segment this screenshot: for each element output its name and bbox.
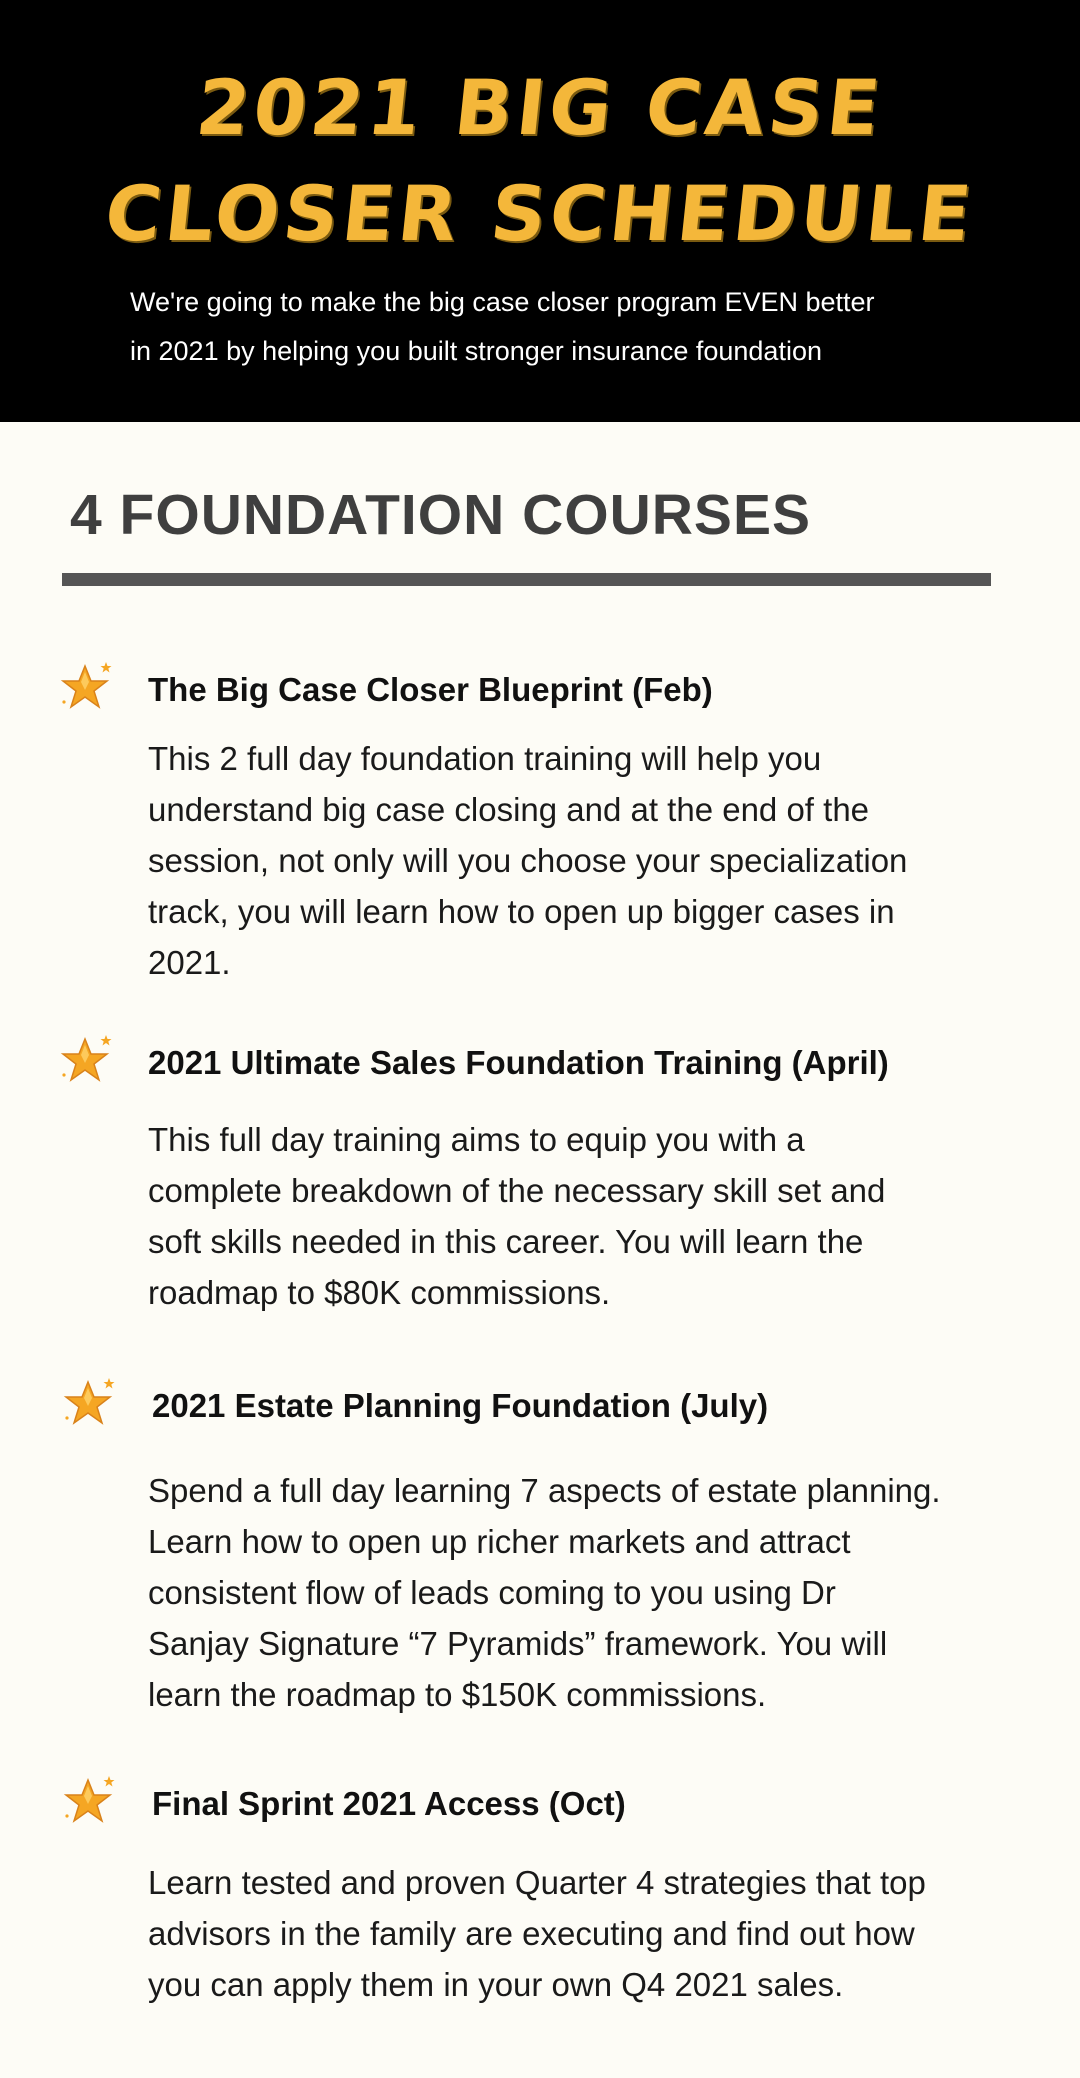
- description-line: soft skills needed in this career. You will learn the: [148, 1223, 864, 1260]
- course-title: Final Sprint 2021 Access (Oct): [152, 1785, 626, 1822]
- subtitle-line-2: in 2021 by helping you built stronger insurance foundation: [130, 336, 822, 366]
- description-line: roadmap to $80K commissions.: [148, 1274, 611, 1311]
- description-line: This full day training aims to equip you with a: [148, 1121, 805, 1158]
- description-line: advisors in the family are executing and find out how: [148, 1915, 915, 1952]
- course-description: [148, 733, 1038, 988]
- description-line: Spend a full day learning 7 aspects of estate planning.: [148, 1472, 941, 1509]
- course-description: [148, 1857, 1038, 2010]
- section-heading: 4 FOUNDATION COURSES: [70, 483, 811, 547]
- description-line: understand big case closing and at the end of the: [148, 791, 870, 828]
- description-line: 2021.: [148, 944, 231, 981]
- star-icon: [61, 1774, 117, 1830]
- heading-divider: [62, 573, 991, 586]
- course-title: The Big Case Closer Blueprint (Feb): [148, 671, 713, 708]
- description-line: learn the roadmap to $150K commissions.: [148, 1676, 767, 1713]
- header-banner: [0, 0, 1080, 422]
- course-description: [148, 1114, 1038, 1318]
- description-line: track, you will learn how to open up bigger cases in: [148, 893, 895, 930]
- course-description: [148, 1465, 1038, 1720]
- course-title: 2021 Ultimate Sales Foundation Training (April): [148, 1044, 889, 1081]
- description-line: Sanjay Signature “7 Pyramids” framework. You will: [148, 1625, 888, 1662]
- page-title-line-1: 2021 BIG CASE: [192, 63, 888, 152]
- star-icon: [58, 1033, 114, 1089]
- description-line: This 2 full day foundation training will help you: [148, 740, 822, 777]
- star-icon: [58, 660, 114, 716]
- description-line: Learn tested and proven Quarter 4 strategies that top: [148, 1864, 926, 1901]
- star-icon: [61, 1376, 117, 1432]
- description-line: session, not only will you choose your specialization: [148, 842, 908, 879]
- description-line: Learn how to open up richer markets and attract: [148, 1523, 851, 1560]
- subtitle-line-1: We're going to make the big case closer program EVEN better: [130, 287, 875, 317]
- description-line: you can apply them in your own Q4 2021 sales.: [148, 1966, 844, 2003]
- page-title-line-2: CLOSER SCHEDULE: [100, 169, 980, 258]
- course-title: 2021 Estate Planning Foundation (July): [152, 1387, 769, 1424]
- description-line: consistent flow of leads coming to you using Dr: [148, 1574, 836, 1611]
- description-line: complete breakdown of the necessary skill set and: [148, 1172, 886, 1209]
